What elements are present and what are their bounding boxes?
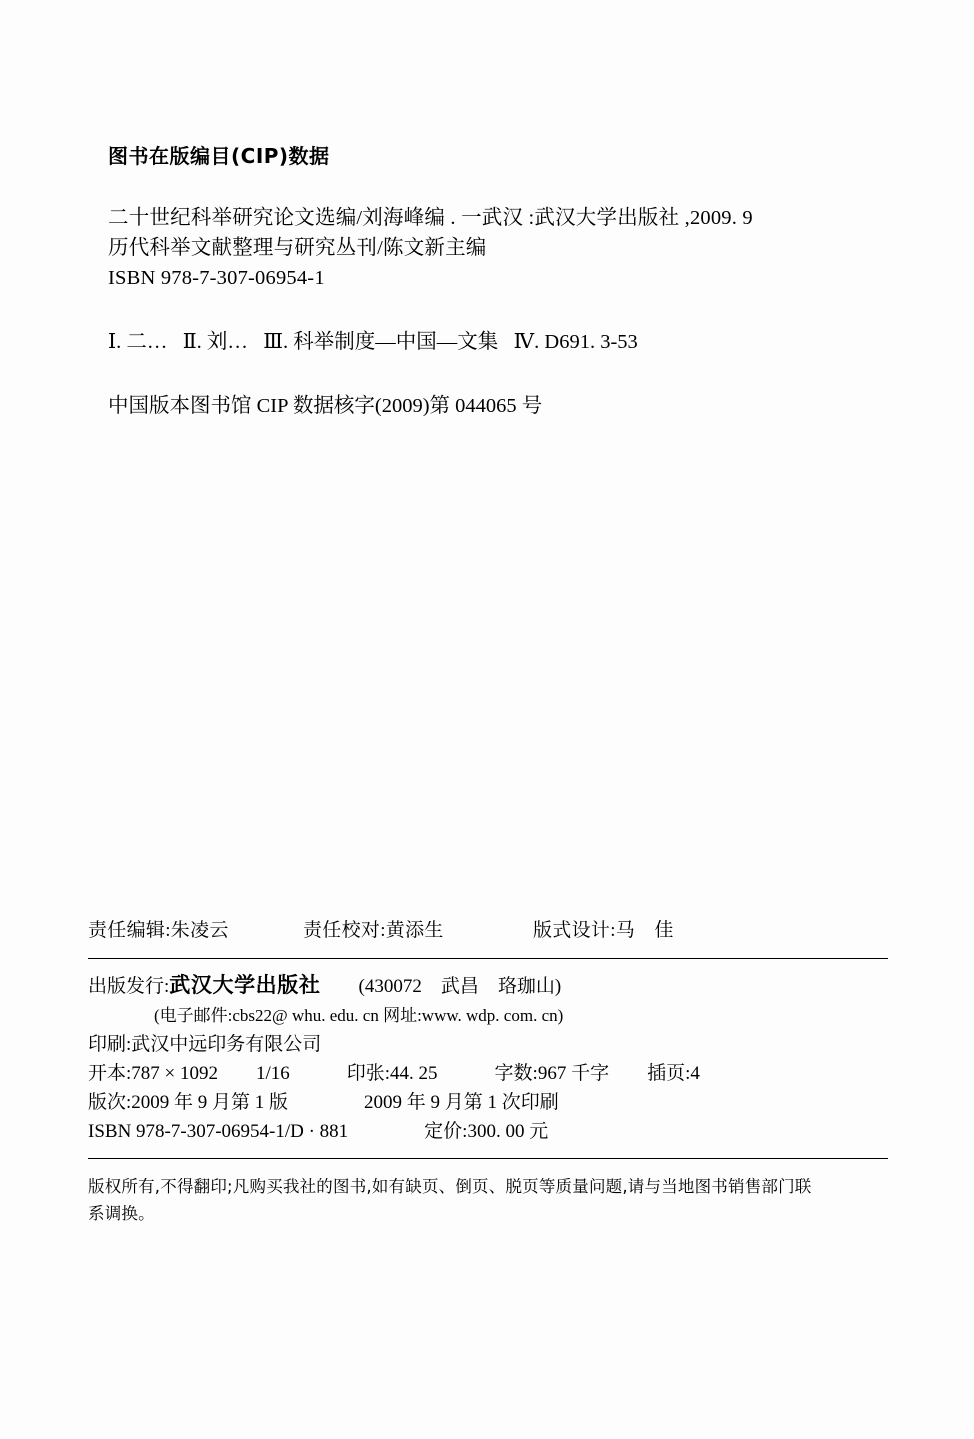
cip-archive-line: 中国版本图书馆 CIP 数据核字(2009)第 044065 号	[108, 395, 543, 417]
publisher-line	[88, 971, 888, 1001]
publish-label: 出版发行:	[88, 976, 170, 997]
cip-heading: 图书在版编目(CIP)数据	[108, 144, 330, 168]
copyright-notice-line-1: 版权所有,不得翻印;凡购买我社的图书,如有缺页、倒页、脱页等质量问题,请与当地图书销售部门联	[88, 1177, 812, 1196]
publisher-address: (430072 武昌 珞珈山)	[358, 976, 562, 997]
cip-section	[108, 140, 868, 421]
publisher-name: 武汉大学出版社	[169, 973, 321, 997]
cip-entry-line-1: 二十世纪科举研究论文选编/刘海峰编 . 一武汉 :武汉大学出版社 ,2009. 9	[108, 207, 753, 229]
copyright-notice-line-2: 系调换。	[88, 1204, 155, 1223]
edition-line: 版次:2009 年 9 月第 1 版 2009 年 9 月第 1 次印刷	[88, 1092, 559, 1113]
publication-details	[88, 959, 888, 1158]
publisher-contact: (电子邮件:cbs22@ whu. edu. cn 网址:www. wdp. com. cn)	[154, 1006, 564, 1025]
responsible-proofreader: 责任校对:黄添生	[303, 920, 444, 941]
cip-classification-line: Ⅰ. 二… Ⅱ. 刘… Ⅲ. 科举制度—中国—文集 Ⅳ. D691. 3-53	[108, 331, 638, 353]
staff-row	[88, 915, 888, 958]
format-line: 开本:787 × 1092 1/16 印张:44. 25 字数:967 千字 插页:4	[88, 1063, 700, 1084]
cip-isbn-line: ISBN 978-7-307-06954-1	[108, 267, 325, 289]
colophon-section	[88, 915, 888, 1227]
cip-entry-line-2: 历代科举文献整理与研究丛刊/陈文新主编	[108, 237, 487, 259]
isbn-price-line: ISBN 978-7-307-06954-1/D · 881 定价:300. 00 元	[88, 1121, 549, 1142]
printer-line: 印刷:武汉中远印务有限公司	[88, 1034, 322, 1055]
responsible-editor: 责任编辑:朱凌云	[88, 920, 229, 941]
layout-designer: 版式设计:马 佳	[533, 920, 674, 941]
copyright-notice	[88, 1159, 888, 1227]
